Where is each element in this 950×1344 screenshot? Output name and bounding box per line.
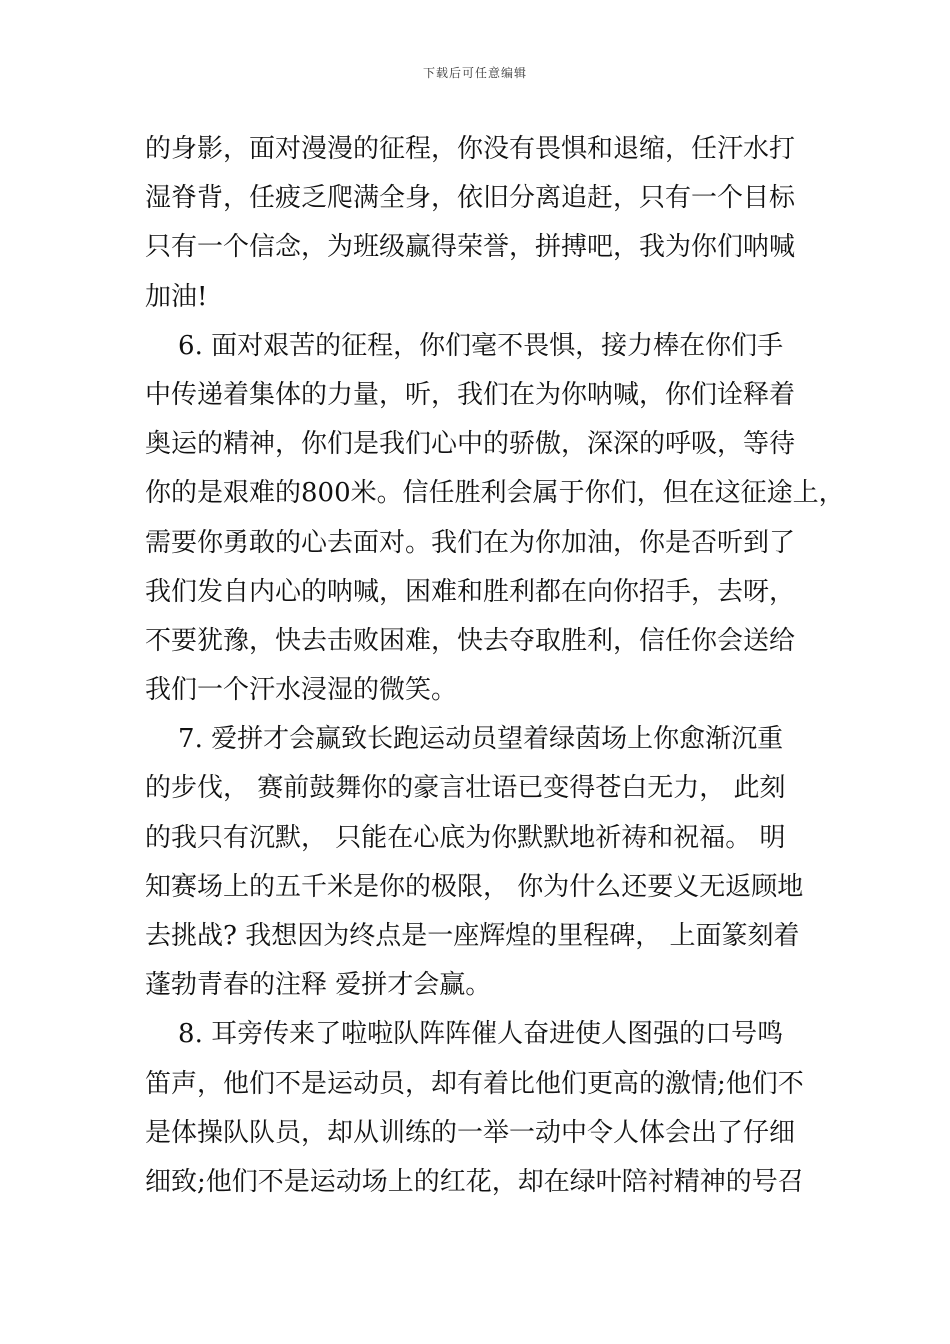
text-line: 不要犹豫，快去击败困难，快去夺取胜利，信任你会送给 <box>145 625 796 656</box>
text-line: 的步伐， 赛前鼓舞你的豪言壮语已变得苍白无力， 此刻 <box>145 773 786 804</box>
text-line: 蓬勃青春的注释 爱拼才会赢。 <box>145 970 492 1001</box>
text-line: 去挑战? 我想因为终点是一座辉煌的里程碑， 上面篆刻着 <box>145 921 800 951</box>
text-line: 6. 面对艰苦的征程，你们毫不畏惧，接力棒在你们手 <box>145 330 784 361</box>
text-line: 中传递着集体的力量，听，我们在为你呐喊，你们诠释着 <box>145 379 796 410</box>
text-line: 奥运的精神，你们是我们心中的骄傲，深深的呼吸，等待 <box>145 429 796 460</box>
text-line: 细致;他们不是运动场上的红花，却在绿叶陪衬精神的号召 <box>145 1166 804 1197</box>
text-line: 的我只有沉默， 只能在心底为你默默地祈祷和祝福。 明 <box>145 822 786 853</box>
body-text <box>145 125 845 1207</box>
text-line: 加油! <box>145 281 208 312</box>
text-line: 8. 耳旁传来了啦啦队阵阵催人奋进使人图强的口号鸣 <box>145 1019 784 1050</box>
text-line: 湿脊背，任疲乏爬满全身，依旧分离追赶，只有一个目标 <box>145 183 796 214</box>
text-line: 你的是艰难的800米。信任胜利会属于你们，但在这征途上， <box>145 478 845 509</box>
text-line: 7. 爱拼才会赢致长跑运动员望着绿茵场上你愈渐沉重 <box>145 724 784 755</box>
text-line: 需要你勇敢的心去面对。我们在为你加油，你是否听到了 <box>145 527 796 558</box>
text-line: 的身影，面对漫漫的征程，你没有畏惧和退缩，任汗水打 <box>145 134 796 164</box>
text-line: 是体操队队员，却从训练的一举一动中令人体会出了仔细 <box>145 1117 796 1148</box>
text-line: 我们发自内心的呐喊，困难和胜利都在向你招手，去呀， <box>145 576 796 607</box>
text-line: 我们一个汗水浸湿的微笑。 <box>145 675 458 706</box>
page-header: 下载后可任意编辑 <box>422 66 527 80</box>
text-line: 知赛场上的五千米是你的极限， 你为什么还要义无返顾地 <box>145 871 804 902</box>
text-line: 笛声，他们不是运动员，却有着比他们更高的激情;他们不 <box>145 1068 804 1099</box>
text-line: 只有一个信念，为班级赢得荣誉，拼搏吧，我为你们呐喊 <box>145 232 796 263</box>
